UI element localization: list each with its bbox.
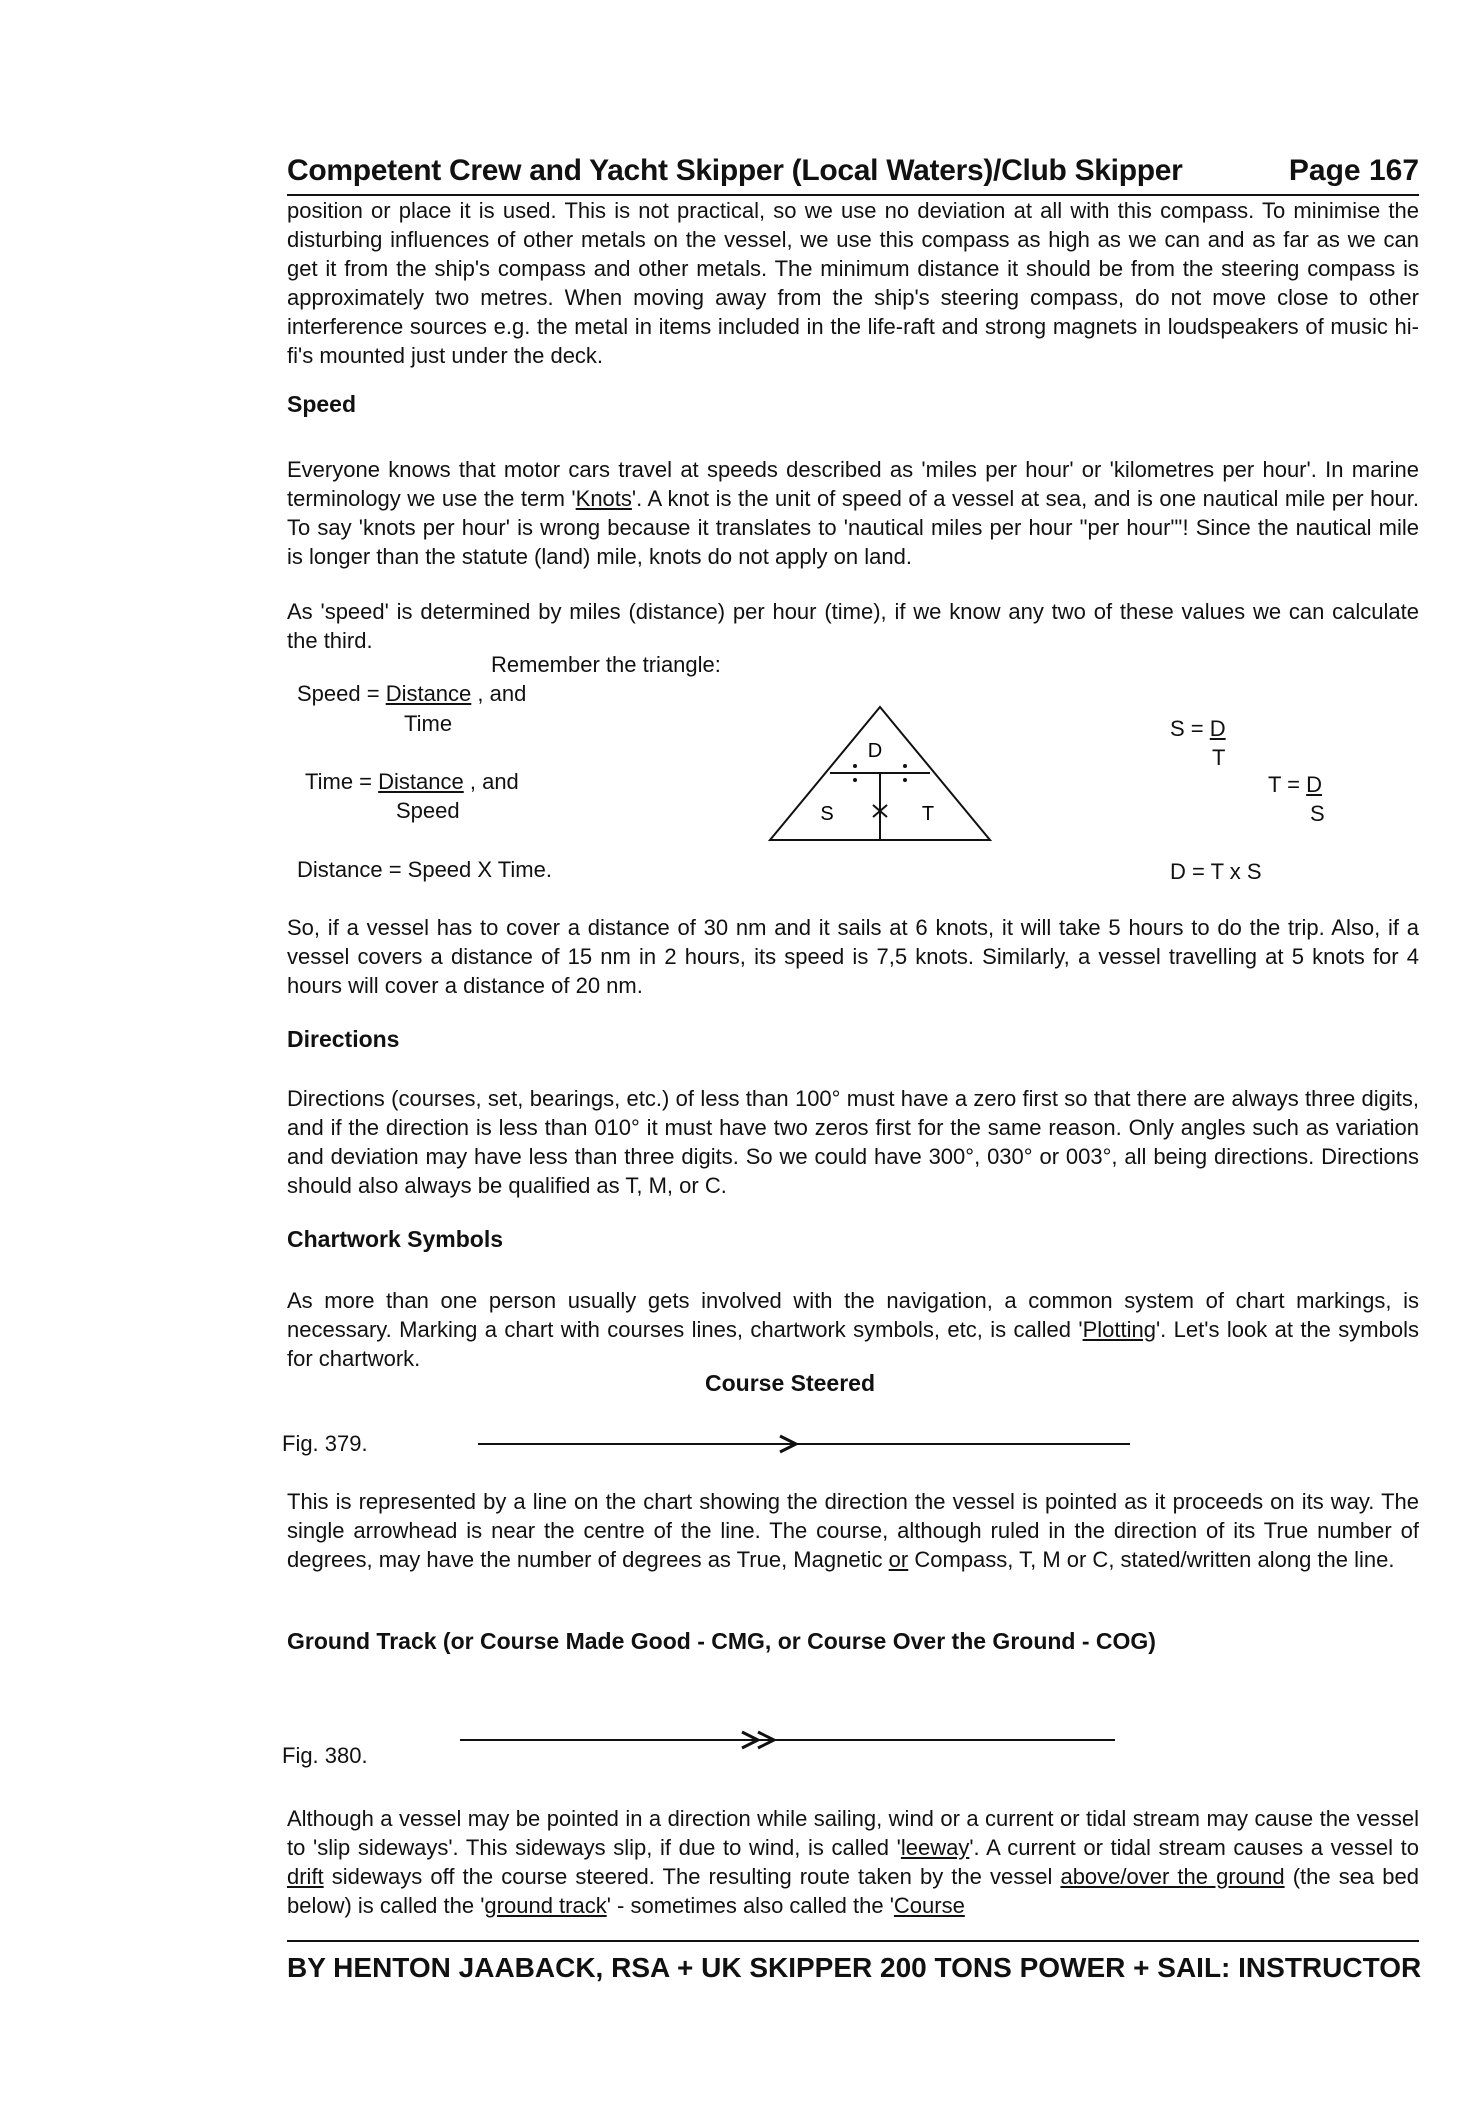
page-number: Page 167 xyxy=(1288,154,1419,187)
ground-track-heading: Ground Track (or Course Made Good - CMG, or Course Over the Ground - COG) xyxy=(287,1628,1156,1654)
right-formula-speed-lhs: S = xyxy=(1170,716,1210,741)
formula-speed xyxy=(297,681,526,707)
page-footer xyxy=(287,1940,1422,1990)
drift-term: drift xyxy=(287,1864,324,1889)
gt-text-a: Although a vessel may be pointed in a direction while sailing, wind or a current or tidal stream may cause the vessel to 'slip sideways'. This sideways slip, if due to wind, is called ' xyxy=(287,1806,1419,1860)
gt-text-e: ' - sometimes also called the ' xyxy=(606,1893,894,1918)
chartwork-text-a: As more than one person usually gets involved with the navigation, a common system of chart markings, is necessary. Marking a chart with courses lines, chartwork symbols, etc, is called ' xyxy=(287,1288,1419,1342)
triangle-label-t: T xyxy=(921,803,935,825)
right-formula-time-denominator: S xyxy=(1310,801,1325,826)
directions-paragraph: Directions (courses, set, bearings, etc.) of less than 100° must have a zero first so that there are always three digits, and if the direction is less than 010° it must have two zeros first for the same reason. Only angles such as variation and deviation may have less than three digits. So we could have 300°, 030° or 003°, all being directions. Directions should also always be qualified as T, M, or C. xyxy=(287,1086,1419,1198)
speed-paragraph-1 xyxy=(287,455,1419,571)
fig-380-label: Fig. 380. xyxy=(282,1743,368,1768)
gt-text-b: '. A current or tidal stream causes a vessel to xyxy=(969,1835,1420,1860)
triangle-label-d: D xyxy=(867,740,883,762)
footer-author: BY HENTON JAABACK, RSA + UK SKIPPER 200 TONS POWER + SAIL: INSTRUCTOR xyxy=(287,1952,1422,1983)
division-dot xyxy=(903,764,907,768)
or-term: or xyxy=(888,1547,909,1572)
gt-text-d: (the sea bed below) is called the ' xyxy=(287,1864,1419,1918)
course-text-a: This is represented by a line on the chart showing the direction the vessel is pointed as it proceeds on its way. The single arrowhead is near the centre of the line. The course, although ruled in the direction of its True number of degrees, may have the number of degrees as True, Magnetic xyxy=(287,1489,1419,1572)
speed-paragraph-2: As 'speed' is determined by miles (distance) per hour (time), if we know any two of these values we can calculate the third. xyxy=(287,599,1419,653)
formula-time-num: Distance xyxy=(378,769,464,794)
speed-heading: Speed xyxy=(287,391,357,417)
right-formula-time-num: D xyxy=(1306,772,1323,797)
formula-time-and: , and xyxy=(463,769,519,794)
directions-heading: Directions xyxy=(287,1026,400,1052)
right-formula-speed-denominator: T xyxy=(1212,745,1226,770)
formula-speed-denominator: Time xyxy=(404,711,453,736)
fig-379-label: Fig. 379. xyxy=(282,1431,368,1456)
leeway-term: leeway xyxy=(900,1835,970,1860)
chartwork-paragraph xyxy=(287,1286,1419,1373)
right-formula-speed-num: D xyxy=(1209,716,1226,741)
formula-time-lhs: Time = xyxy=(305,769,379,794)
course-text-b: Compass, T, M or C, stated/written along the line. xyxy=(908,1547,1395,1572)
speed-triangle-diagram xyxy=(765,705,995,845)
speed-text-b: '. A knot is the unit of speed of a vessel at sea, and is one nautical mile per hour. To say 'knots per hour' is wrong because it translates to 'nautical miles per hour "per hour"'! Since the nautical mile is longer than the statute (land) mile, knots do not apply on land. xyxy=(287,486,1419,569)
formula-speed-lhs: Speed = xyxy=(297,681,386,706)
right-formula-distance: D = T x S xyxy=(1170,859,1262,884)
above-ground-term: above/over the ground xyxy=(1060,1864,1285,1889)
right-formula-time-lhs: T = xyxy=(1268,772,1307,797)
division-dot xyxy=(853,778,857,782)
knots-term: Knots xyxy=(575,486,632,511)
chartwork-heading: Chartwork Symbols xyxy=(287,1226,503,1252)
page-header xyxy=(287,150,1419,196)
speed-text-a: Everyone knows that motor cars travel at speeds described as 'miles per hour' or 'kilometres per hour'. In marine terminology we use the term ' xyxy=(287,457,1419,511)
formula-distance: Distance = Speed X Time. xyxy=(297,857,552,882)
intro-paragraph: position or place it is used. This is not practical, so we use no deviation at all with this compass. To minimise the disturbing influences of other metals on the vessel, we use this compass as high as we can and as far as we can get it from the ship's compass and other metals. The minimum distance it should be from the steering compass is approximately two metres. When moving away from the ship's steering compass, do not move close to other interference sources e.g. the metal in items included in the life-raft and strong magnets in loudspeakers of music hi-fi's mounted just under the deck. xyxy=(287,198,1419,368)
right-formula-speed xyxy=(1170,716,1226,742)
course-steered-caption: Course Steered xyxy=(705,1370,876,1396)
right-formula-time xyxy=(1268,772,1322,798)
plotting-term: Plotting xyxy=(1082,1317,1156,1342)
header-title: Competent Crew and Yacht Skipper (Local Waters)/Club Skipper xyxy=(287,154,1183,187)
course-steered-paragraph xyxy=(287,1487,1419,1574)
formula-speed-num: Distance xyxy=(385,681,472,706)
remember-label: Remember the triangle: xyxy=(491,652,721,677)
course-steered-symbol xyxy=(478,1432,1138,1456)
chartwork-text-b: '. Let's look at the symbols for chartwork. xyxy=(287,1317,1419,1371)
course-term: Course xyxy=(893,1893,965,1918)
ground-track-term: ground track xyxy=(484,1893,607,1918)
triangle-label-s: S xyxy=(820,803,834,825)
ground-track-symbol xyxy=(460,1728,1120,1752)
gt-text-c: sideways off the course steered. The resulting route taken by the vessel xyxy=(323,1864,1061,1889)
formula-time-denominator: Speed xyxy=(396,798,460,823)
formula-speed-and: , and xyxy=(471,681,527,706)
formula-time xyxy=(305,769,519,795)
division-dot xyxy=(853,764,857,768)
ground-track-paragraph xyxy=(287,1804,1419,1920)
division-dot xyxy=(903,778,907,782)
speed-paragraph-3: So, if a vessel has to cover a distance of 30 nm and it sails at 6 knots, it will take 5 hours to do the trip. Also, if a vessel covers a distance of 15 nm in 2 hours, its speed is 7,5 knots. Similarly, a vessel travelling at 5 knots for 4 hours will cover a distance of 20 nm. xyxy=(287,915,1419,998)
